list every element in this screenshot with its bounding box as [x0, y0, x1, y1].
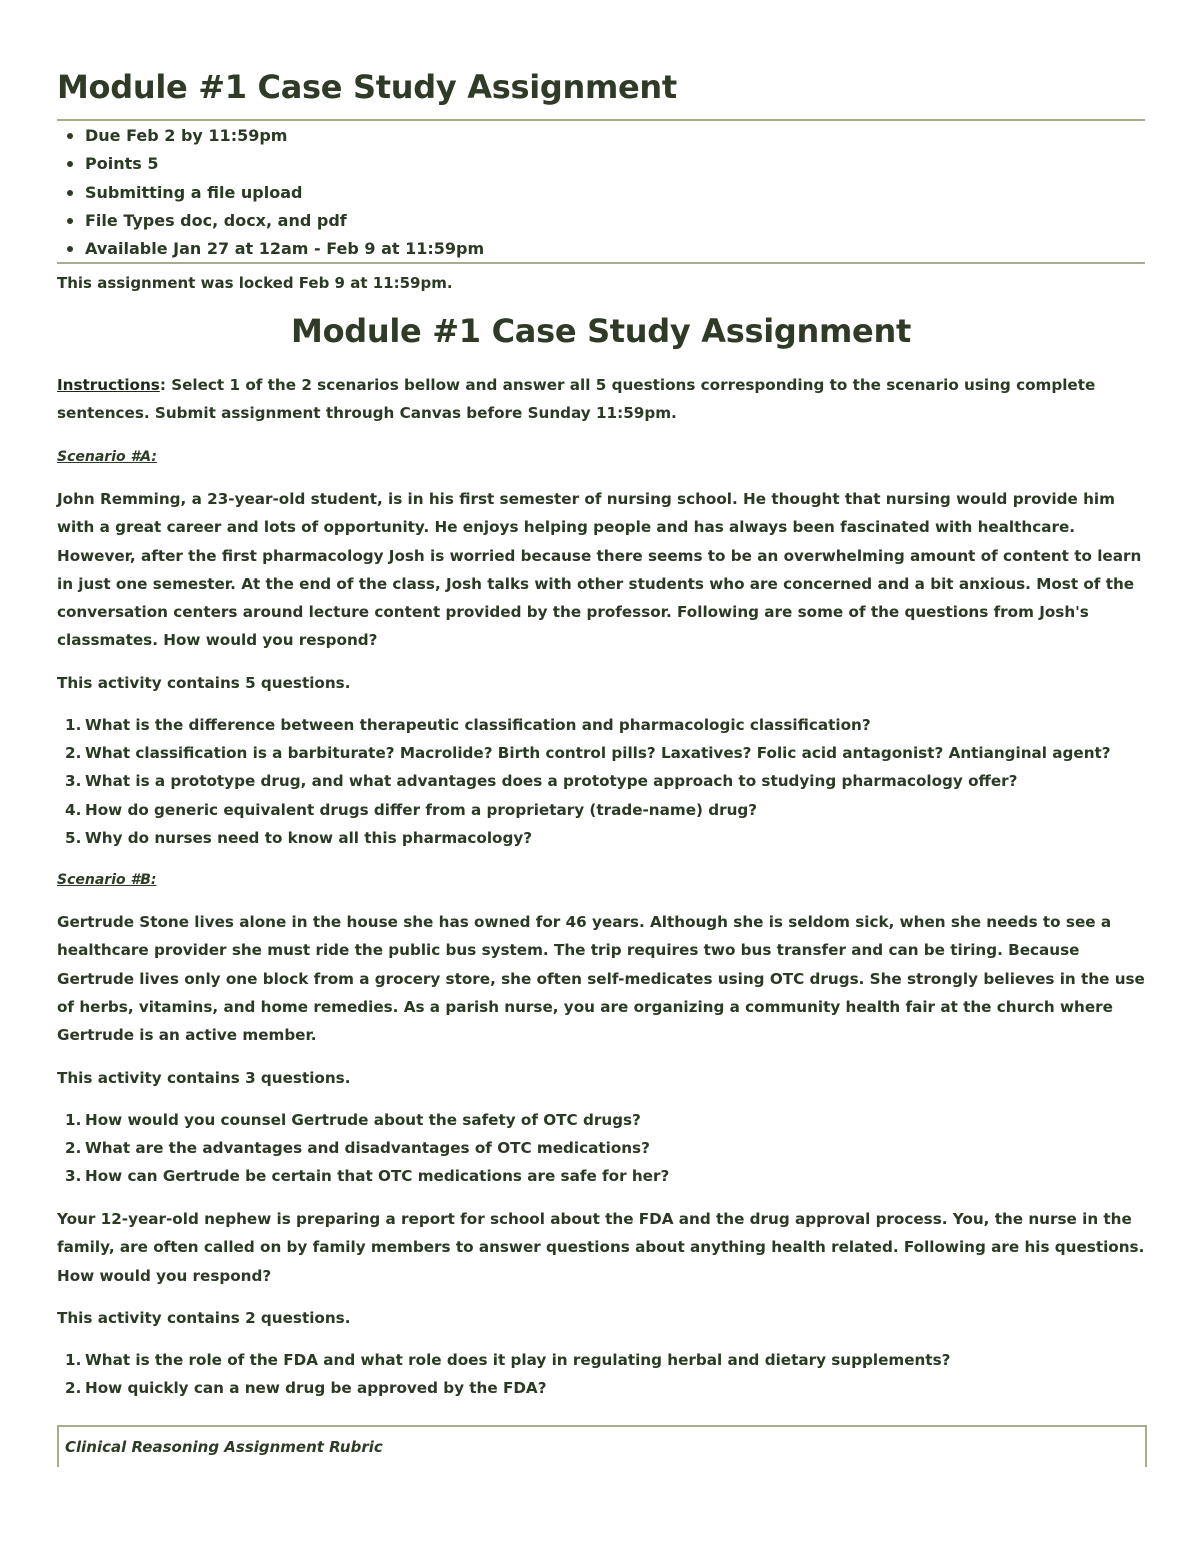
- detail-due: [57, 122, 484, 150]
- bullet-icon: [67, 161, 73, 167]
- detail-label: Available: [85, 239, 168, 259]
- locked-notice: This assignment was locked Feb 9 at 11:59pm.: [57, 274, 453, 292]
- list-item: 1. What is the difference between therapeutic classification and pharmacologic classification?: [65, 716, 871, 734]
- detail-value: Jan 27 at 12am - Feb 9 at 11:59pm: [173, 239, 485, 259]
- list-item: 2. What are the advantages and disadvantages of OTC medications?: [65, 1139, 650, 1158]
- scenario-c-questions: [57, 1346, 950, 1402]
- scenario-b-count: This activity contains 3 questions.: [57, 1069, 351, 1087]
- assignment-details: [57, 122, 484, 263]
- bullet-icon: [67, 190, 73, 196]
- scenario-a-label: Scenario #A:: [57, 449, 157, 465]
- detail-submitting: [57, 179, 484, 207]
- detail-value: a file upload: [190, 182, 303, 202]
- detail-value: Feb 2 by 11:59pm: [126, 126, 288, 145]
- detail-label: Submitting: [85, 182, 186, 202]
- detail-label: Points: [85, 154, 142, 174]
- detail-value: doc, docx, and pdf: [180, 210, 347, 230]
- detail-file-types: [57, 207, 484, 235]
- rubric-title: Clinical Reasoning Assignment Rubric: [65, 1438, 383, 1456]
- detail-label: Due: [85, 126, 121, 145]
- list-item: 5. Why do nurses need to know all this pharmacology?: [65, 828, 533, 847]
- scenario-c-count: This activity contains 2 questions.: [57, 1309, 351, 1327]
- scenario-b-text: Gertrude Stone lives alone in the house she has owned for 46 years. Although she is seldom sick, when she needs to see a healthcare provider she must ride the public bus system. The trip requires two bus transfer and can be tiring. Because Gertrude lives only one block from a grocery store, she often self-medicates using OTC drugs. She strongly believes in the use of herbs, vitamins, and home remedies. As a parish nurse, you are organizing a community health fair at the church where Gertrude is an active member.: [57, 913, 1145, 1045]
- instructions-label: Instructions: [57, 376, 160, 394]
- bullet-icon: [67, 218, 73, 224]
- page-title: Module #1 Case Study Assignment: [57, 68, 677, 106]
- scenario-b-label: Scenario #B:: [57, 872, 157, 888]
- detail-label: File Types: [85, 210, 175, 230]
- scenario-a-count: This activity contains 5 questions.: [57, 674, 351, 692]
- bullet-icon: [67, 133, 73, 139]
- instructions-text: : Select 1 of the 2 scenarios bellow and answer all 5 questions corresponding to the scenario using complete sentences. Submit assignment through Canvas before Sunday 11:59pm.: [57, 376, 1096, 423]
- detail-available: [57, 235, 484, 263]
- list-item: 3. How can Gertrude be certain that OTC medications are safe for her?: [65, 1167, 670, 1186]
- detail-value: 5: [147, 154, 159, 174]
- details-divider: [57, 262, 1145, 264]
- scenario-a-questions: [57, 711, 1111, 852]
- bullet-icon: [67, 246, 73, 252]
- list-item: 2. What classification is a barbiturate? Macrolide? Birth control pills? Laxatives? Folic acid antagonist? Antianginal agent?: [65, 744, 1111, 763]
- scenario-a-text: John Remming, a 23-year-old student, is in his first semester of nursing school. He thought that nursing would provide him with a great career and lots of opportunity. He enjoys helping people and has always been fascinated with healthcare. However, after the first pharmacology Josh is worried because there seems to be an overwhelming amount of content to learn in just one semester. At the end of the class, Josh talks with other students who are concerned and a bit anxious. Most of the conversation centers around lecture content provided by the professor. Following are some of the questions from Josh's classmates. How would you respond?: [57, 490, 1142, 650]
- content-heading: Module #1 Case Study Assignment: [291, 312, 911, 350]
- detail-points: [57, 150, 484, 178]
- list-item: 4. How do generic equivalent drugs differ from a proprietary (trade-name) drug?: [65, 800, 758, 819]
- list-item: 2. How quickly can a new drug be approved by the FDA?: [65, 1379, 547, 1398]
- rubric-table: [57, 1425, 1147, 1467]
- list-item: 1. What is the role of the FDA and what role does it play in regulating herbal and dietary supplements?: [65, 1351, 951, 1369]
- list-item: 1. How would you counsel Gertrude about the safety of OTC drugs?: [65, 1111, 641, 1129]
- instructions-paragraph: [57, 371, 1145, 428]
- scenario-b-questions: [57, 1106, 669, 1191]
- header-divider: [57, 119, 1145, 121]
- scenario-c-text: Your 12-year-old nephew is preparing a report for school about the FDA and the drug approval process. You, the nurse in the family, are often called on by family members to answer questions about anything health related. Following are his questions. How would you respond?: [57, 1210, 1145, 1285]
- list-item: 3. What is a prototype drug, and what advantages does a prototype approach to studying pharmacology offer?: [65, 772, 1018, 791]
